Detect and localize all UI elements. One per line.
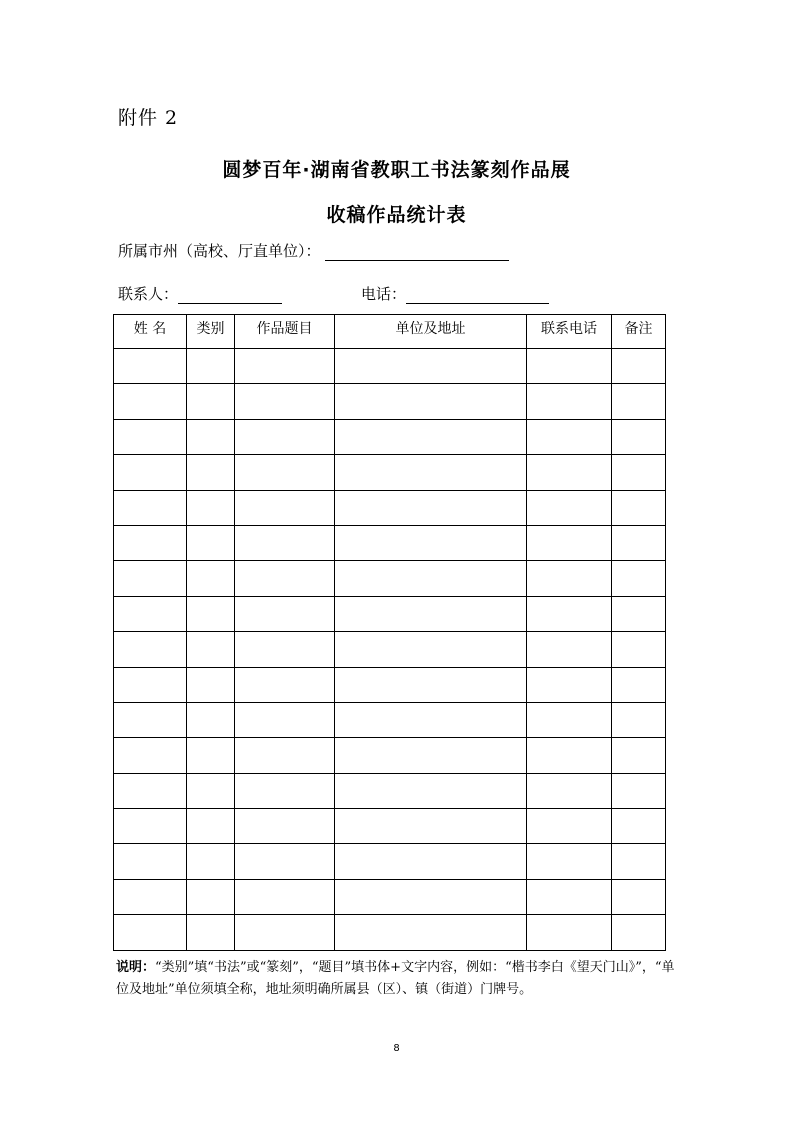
table-cell[interactable] [114,561,187,596]
table-row [114,490,666,525]
table-cell[interactable] [114,879,187,914]
table-cell[interactable] [235,419,335,454]
table-cell[interactable] [612,384,666,419]
table-cell[interactable] [187,561,235,596]
table-cell[interactable] [187,632,235,667]
table-cell[interactable] [187,809,235,844]
note [116,957,676,1001]
table-row [114,455,666,490]
table-cell[interactable] [335,490,527,525]
table-row [114,384,666,419]
table-cell[interactable] [187,419,235,454]
table-cell[interactable] [527,419,612,454]
table-cell[interactable] [114,915,187,950]
table-cell[interactable] [335,596,527,631]
table-cell[interactable] [187,525,235,560]
table-cell[interactable] [612,809,666,844]
table-cell[interactable] [527,384,612,419]
table-row [114,702,666,737]
table-cell[interactable] [235,596,335,631]
table-cell[interactable] [114,809,187,844]
page-number: 8 [393,1043,400,1054]
table-cell[interactable] [612,738,666,773]
table-row [114,596,666,631]
table-cell[interactable] [187,349,235,384]
table-cell[interactable] [235,490,335,525]
table-cell[interactable] [527,490,612,525]
header-work-title: 作品题目 [235,315,335,349]
table-cell[interactable] [235,384,335,419]
table-cell[interactable] [335,667,527,702]
table-row [114,667,666,702]
table-cell[interactable] [235,632,335,667]
table-row [114,915,666,950]
table-cell[interactable] [612,702,666,737]
table-cell[interactable] [187,702,235,737]
table-cell[interactable] [612,915,666,950]
table-cell[interactable] [114,632,187,667]
table-cell[interactable] [612,667,666,702]
table-cell[interactable] [114,667,187,702]
institution-field [118,240,509,261]
table-cell[interactable] [235,525,335,560]
table-cell[interactable] [335,702,527,737]
table-cell[interactable] [187,490,235,525]
table-cell[interactable] [335,809,527,844]
table-cell[interactable] [612,561,666,596]
table-cell[interactable] [527,632,612,667]
table-body [114,349,666,951]
header-category: 类别 [187,315,235,349]
table-cell[interactable] [612,525,666,560]
header-phone: 联系电话 [527,315,612,349]
table-cell[interactable] [187,773,235,808]
table-cell[interactable] [335,561,527,596]
table-row [114,773,666,808]
table-cell[interactable] [187,667,235,702]
table-cell[interactable] [612,490,666,525]
document-subtitle: 收稿作品统计表 [326,204,467,226]
table-cell[interactable] [235,844,335,879]
table-cell[interactable] [114,349,187,384]
table-cell[interactable] [612,773,666,808]
table-cell[interactable] [114,596,187,631]
header-unit-address: 单位及地址 [335,315,527,349]
table-cell[interactable] [335,879,527,914]
phone-blank[interactable] [406,287,549,304]
table-cell[interactable] [335,384,527,419]
table-cell[interactable] [114,844,187,879]
table-cell[interactable] [527,915,612,950]
table-row [114,738,666,773]
table-cell[interactable] [187,384,235,419]
table-cell[interactable] [335,915,527,950]
table-cell[interactable] [335,349,527,384]
table-cell[interactable] [187,844,235,879]
table-cell[interactable] [335,773,527,808]
table-row [114,561,666,596]
table-cell[interactable] [235,809,335,844]
table-cell[interactable] [235,667,335,702]
institution-label: 所属市州（高校、厅直单位）： [118,242,321,260]
table-cell[interactable] [187,596,235,631]
table-cell[interactable] [335,632,527,667]
table-cell[interactable] [114,525,187,560]
table-cell[interactable] [612,844,666,879]
table-cell[interactable] [235,702,335,737]
institution-blank[interactable] [325,244,509,261]
table-cell[interactable] [235,455,335,490]
table-cell[interactable] [335,844,527,879]
table-cell[interactable] [187,455,235,490]
header-name: 姓 名 [114,315,187,349]
table-cell[interactable] [335,738,527,773]
table-cell[interactable] [114,702,187,737]
table-cell[interactable] [114,738,187,773]
table-cell[interactable] [527,773,612,808]
header-remarks: 备注 [612,315,666,349]
table-cell[interactable] [235,879,335,914]
table-cell[interactable] [527,809,612,844]
phone-field [361,283,549,304]
table-cell[interactable] [114,455,187,490]
table-header-row [114,315,666,349]
table-row [114,419,666,454]
table-cell[interactable] [235,561,335,596]
table-cell[interactable] [114,419,187,454]
table-cell[interactable] [235,738,335,773]
submission-table [113,314,666,951]
table-cell[interactable] [612,596,666,631]
table-cell[interactable] [527,525,612,560]
table-cell[interactable] [235,349,335,384]
attachment-label: 附件 2 [118,107,179,129]
table-cell[interactable] [335,525,527,560]
table-cell[interactable] [527,561,612,596]
table-cell[interactable] [527,667,612,702]
document-title: 圆梦百年·湖南省教职工书法篆刻作品展 [222,159,571,181]
table-cell[interactable] [527,702,612,737]
table-cell[interactable] [612,632,666,667]
table-cell[interactable] [612,879,666,914]
table-row [114,844,666,879]
table-cell[interactable] [187,879,235,914]
table-cell[interactable] [527,349,612,384]
table-row [114,809,666,844]
table-cell[interactable] [235,915,335,950]
table-row [114,879,666,914]
table-cell[interactable] [527,596,612,631]
table-cell[interactable] [527,844,612,879]
table-cell[interactable] [527,738,612,773]
note-text: “类别”填“书法”或“篆刻”，“题目”填书体+文字内容，例如：“楷书李白《望天门山》”，“单位及地址”单位须填全称，地址须明确所属县（区）、镇（街道）门牌号。 [116,960,675,997]
table-cell[interactable] [114,773,187,808]
table-cell[interactable] [612,419,666,454]
table-cell[interactable] [335,419,527,454]
contact-label: 联系人： [118,285,179,303]
table-cell[interactable] [527,879,612,914]
table-row [114,349,666,384]
table-cell[interactable] [114,384,187,419]
table-row [114,525,666,560]
table-row [114,632,666,667]
table-cell[interactable] [187,738,235,773]
contact-blank[interactable] [178,287,282,304]
table-cell[interactable] [187,915,235,950]
table-cell[interactable] [612,349,666,384]
table-cell[interactable] [235,773,335,808]
note-label: 说明： [116,960,156,975]
table-cell[interactable] [335,455,527,490]
table-cell[interactable] [612,455,666,490]
contact-field [118,283,282,304]
table-cell[interactable] [114,490,187,525]
phone-label: 电话： [361,285,407,303]
table-cell[interactable] [527,455,612,490]
